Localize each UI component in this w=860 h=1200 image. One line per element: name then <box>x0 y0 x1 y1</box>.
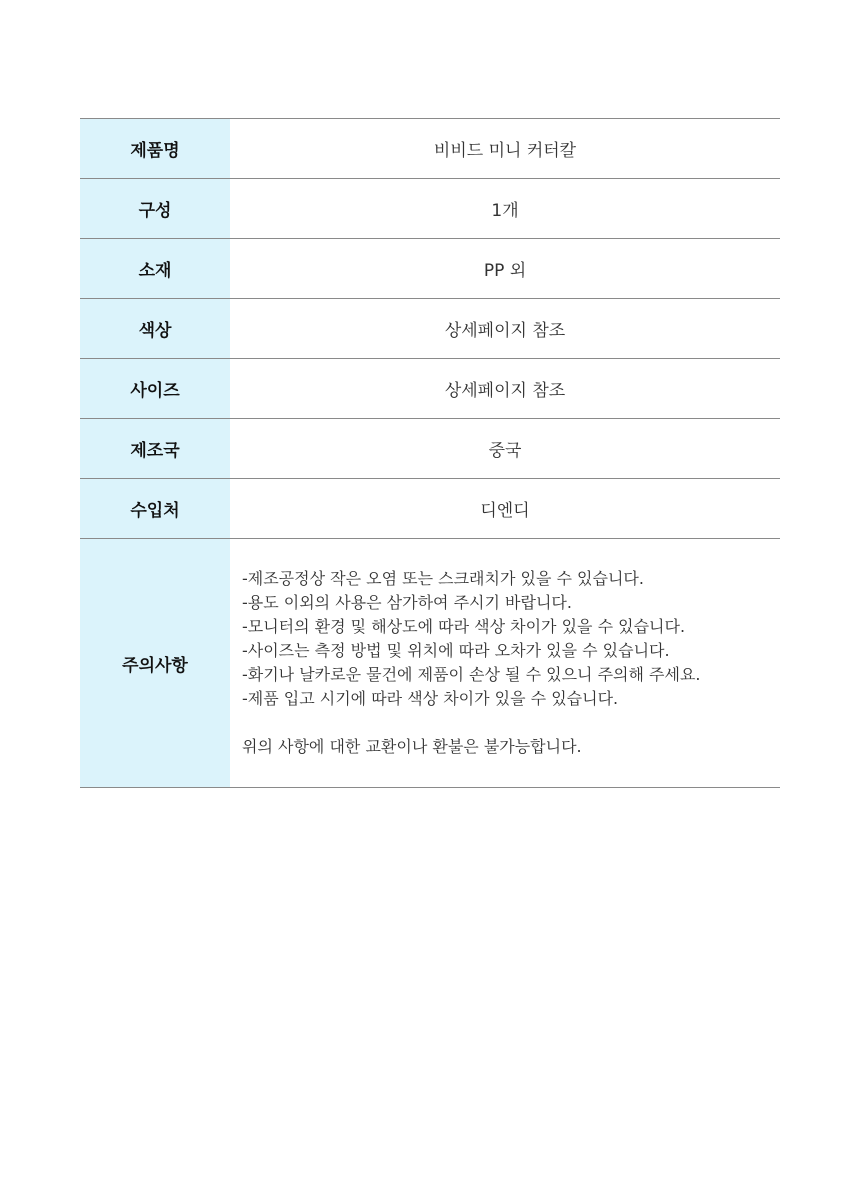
product-name-label: 제품명 <box>80 119 230 179</box>
country-of-origin-label: 제조국 <box>80 419 230 479</box>
composition-value: 1개 <box>491 201 519 221</box>
precautions-label: 주의사항 <box>80 539 230 788</box>
material-value: PP 외 <box>483 261 527 281</box>
precaution-item: -모니터의 환경 및 해상도에 따라 색상 차이가 있을 수 있습니다. <box>242 617 686 636</box>
row-color <box>80 299 780 359</box>
size-value: 상세페이지 참조 <box>444 381 566 401</box>
precaution-item: -제조공정상 작은 오염 또는 스크래치가 있을 수 있습니다. <box>242 569 644 588</box>
color-label: 색상 <box>80 299 230 359</box>
row-importer <box>80 479 780 539</box>
country-of-origin-value: 중국 <box>488 441 522 461</box>
row-product-name <box>80 119 780 179</box>
precautions-list <box>242 567 776 711</box>
precaution-item: -용도 이외의 사용은 삼가하여 주시기 바랍니다. <box>242 593 572 612</box>
row-precautions <box>80 539 780 788</box>
size-label: 사이즈 <box>80 359 230 419</box>
material-label: 소재 <box>80 239 230 299</box>
row-size <box>80 359 780 419</box>
composition-label: 구성 <box>80 179 230 239</box>
product-info-table <box>80 118 780 788</box>
importer-label: 수입처 <box>80 479 230 539</box>
row-composition <box>80 179 780 239</box>
product-name-value: 비비드 미니 커터칼 <box>433 141 577 161</box>
no-refund-notice: 위의 사항에 대한 교환이나 환불은 불가능합니다. <box>242 737 582 756</box>
importer-value: 디엔디 <box>480 501 530 521</box>
precautions-content <box>230 539 780 788</box>
precaution-item: -제품 입고 시기에 따라 색상 차이가 있을 수 있습니다. <box>242 689 619 708</box>
precaution-item: -화기나 날카로운 물건에 제품이 손상 될 수 있으니 주의해 주세요. <box>242 665 701 684</box>
precaution-item: -사이즈는 측정 방법 및 위치에 따라 오차가 있을 수 있습니다. <box>242 641 670 660</box>
row-material <box>80 239 780 299</box>
color-value: 상세페이지 참조 <box>444 321 566 341</box>
row-country-of-origin <box>80 419 780 479</box>
